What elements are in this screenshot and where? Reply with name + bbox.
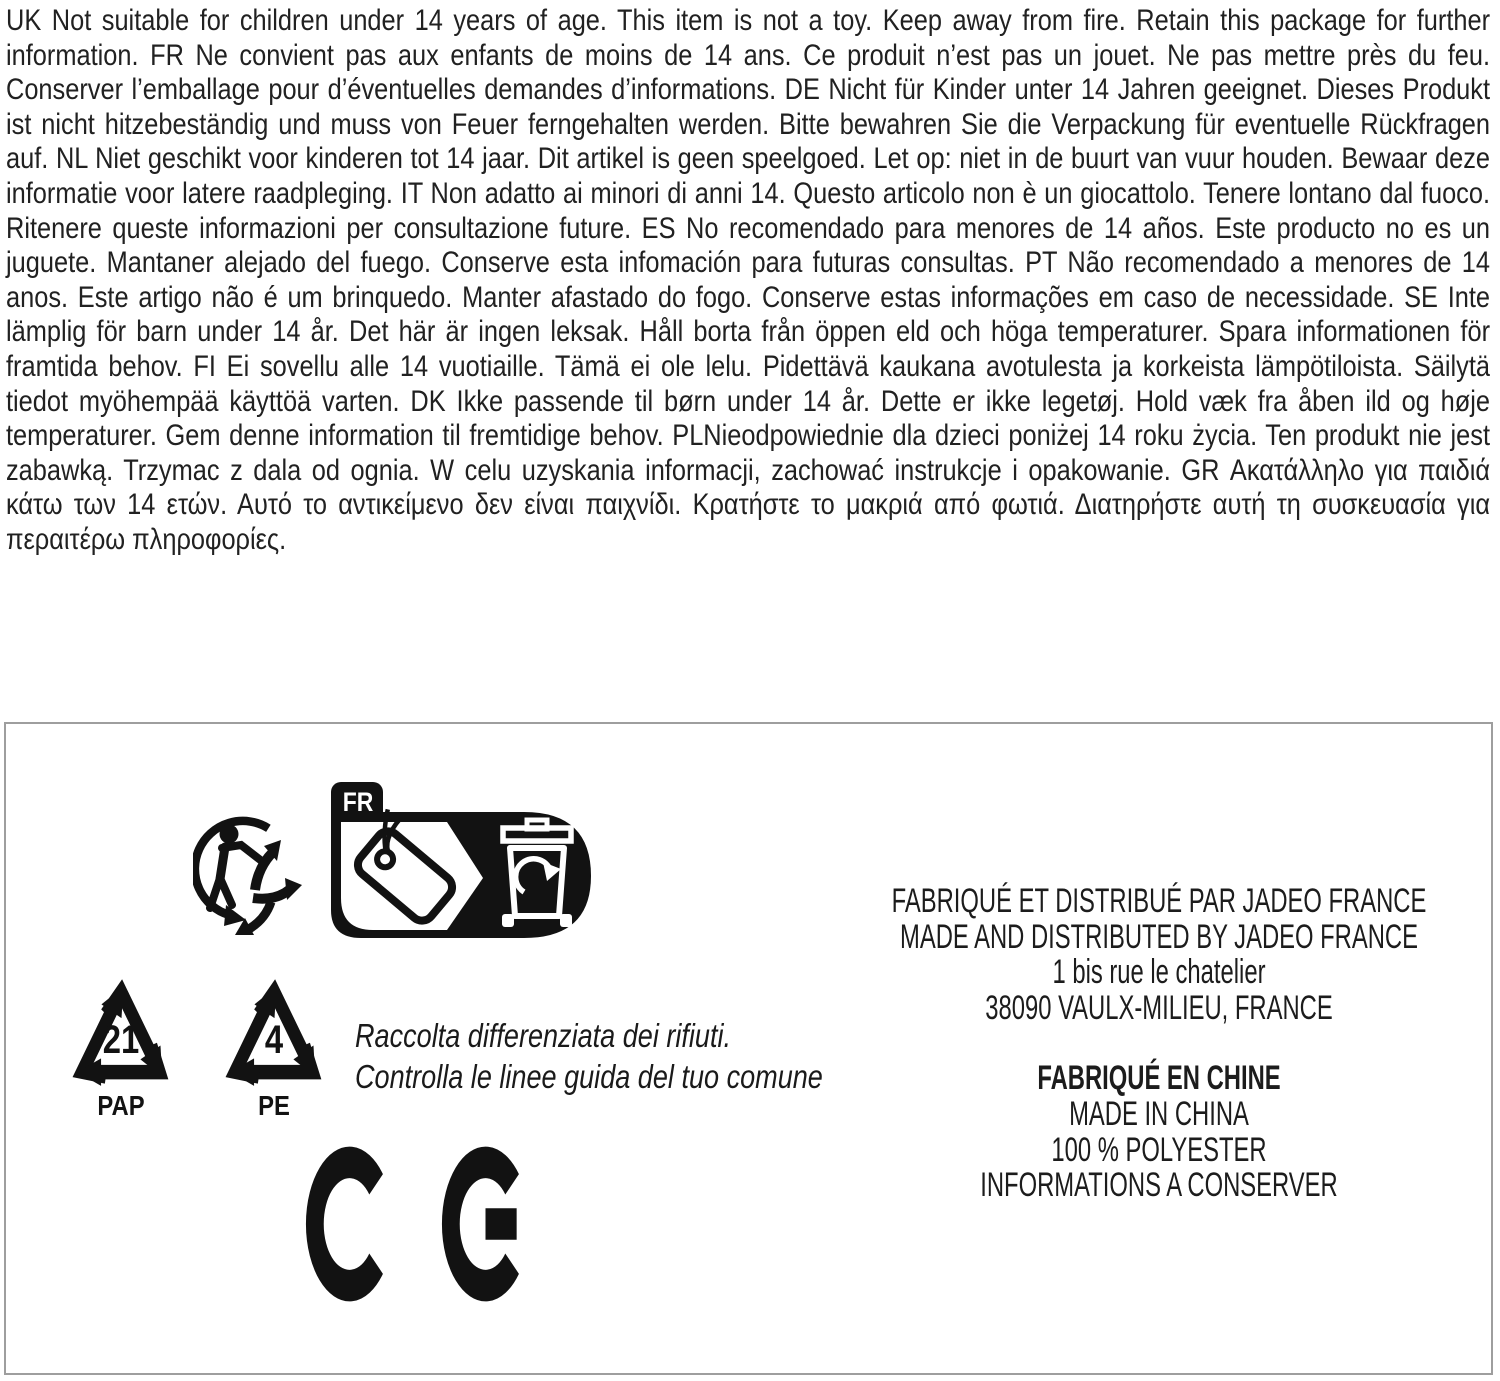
sorting-note <box>355 1015 896 1097</box>
fr-country-code: FR <box>342 787 374 817</box>
material-code-label: PE <box>258 1090 290 1121</box>
origin-line: 100 % POLYESTER <box>1051 1130 1267 1169</box>
sorting-arrows <box>235 840 302 935</box>
manufacturer-line: MADE AND DISTRIBUTED BY JADEO FRANCE <box>900 917 1418 956</box>
ce-mark <box>305 1145 531 1303</box>
sorting-note-line2: Controlla le linee guida del tuo comune <box>355 1058 823 1095</box>
manufacturer-address <box>858 884 1460 1026</box>
origin-line: MADE IN CHINA <box>1069 1094 1249 1133</box>
triman-recycling-icon <box>193 810 315 946</box>
origin-line: FABRIQUÉ EN CHINE <box>1037 1059 1281 1098</box>
manufacturer-line: 38090 VAULX-MILIEU, FRANCE <box>985 988 1333 1027</box>
origin-line: INFORMATIONS A CONSERVER <box>980 1166 1338 1205</box>
multilingual-warning-text: UK Not suitable for children under 14 years of age. This item is not a toy. Keep away from fire. Retain this package for further information. FR Ne convient pas aux enfants de moins de 14 ans. Ce produit n’est pas un jouet. Ne pas mettre près du feu. Conserver l’emballage pour d’éventuelles demandes d’informations. DE Nicht für Kinder unter 14 Jahren geeignet. Dieses Produkt ist nicht hitzebeständig und muss von Feuer ferngehalten werden. Bitte bewahren Sie die Verpackung für eventuelle Rückfragen auf. NL Niet geschikt voor kinderen tot 14 jaar. Dit artikel is geen speelgoed. Let op: niet in de buurt van vuur houden. Bewaar deze informatie voor latere raadpleging. IT Non adatto ai minori di anni 14. Questo articolo non è un giocattolo. Tenere lontano dal fuoco. Ritenere queste informazioni per consultazione future. ES No recomendado para menores de 14 años. Este producto no es un juguete. Mantaner alejado del fuego. Conserve esta infomación para futuras consultas. PT Não recomendado a menores de 14 anos. Este artigo não é um brinquedo. Manter afastado do fogo. Conserve estas informações em caso de necessidade. SE Inte lämplig för barn under 14 år. Det här är ingen leksak. Håll borta från öppen eld och höga temperaturer. Spara informationen för framtida behov. FI Ei sovellu alle 14 vuotiaille. Tämä ei ole lelu. Pidettävä kaukana avotulesta ja korkeista lämpötiloista. Säilytä tiedot myöhempää käyttöä varten. DK Ikke passende til børn under 14 år. Dette er ikke legetøj. Hold væk fra åben ild og høje temperaturer. Gem denne information til fremtidige behov. PLNieodpowiednie dla dzieci poniżej 14 roku życia. Ten produkt nie jest zabawką. Trzymac z dala od ognia. W celu uzyskania informacji, zachować instrukcje i opakowanie. GR Ακατάλληλο για παιδιά κάτω των 14 ετών. Αυτό το αντικείμενο δεν είναι παιχνίδι. Κρατήστε το μακριά από φωτιά. Διατηρήστε αυτή τη συσκευασία για περαιτέρω πληροφορίες. <box>6 4 1491 556</box>
material-code-number: 4 <box>264 1017 284 1062</box>
manufacturer-info <box>858 884 1460 1204</box>
material-code-label: PAP <box>97 1090 145 1121</box>
origin-info <box>858 1061 1460 1203</box>
ce-letter-c <box>305 1145 394 1303</box>
manufacturer-line: 1 bis rue le chatelier <box>1052 953 1266 992</box>
sorting-note-line1: Raccolta differenziata dei rifiuti. <box>355 1017 732 1054</box>
material-code-number: 21 <box>102 1017 140 1062</box>
compliance-box <box>4 722 1493 1375</box>
manufacturer-line: FABRIQUÉ ET DISTRIBUÉ PAR JADEO FRANCE <box>891 882 1427 920</box>
ce-letter-e <box>441 1145 530 1303</box>
